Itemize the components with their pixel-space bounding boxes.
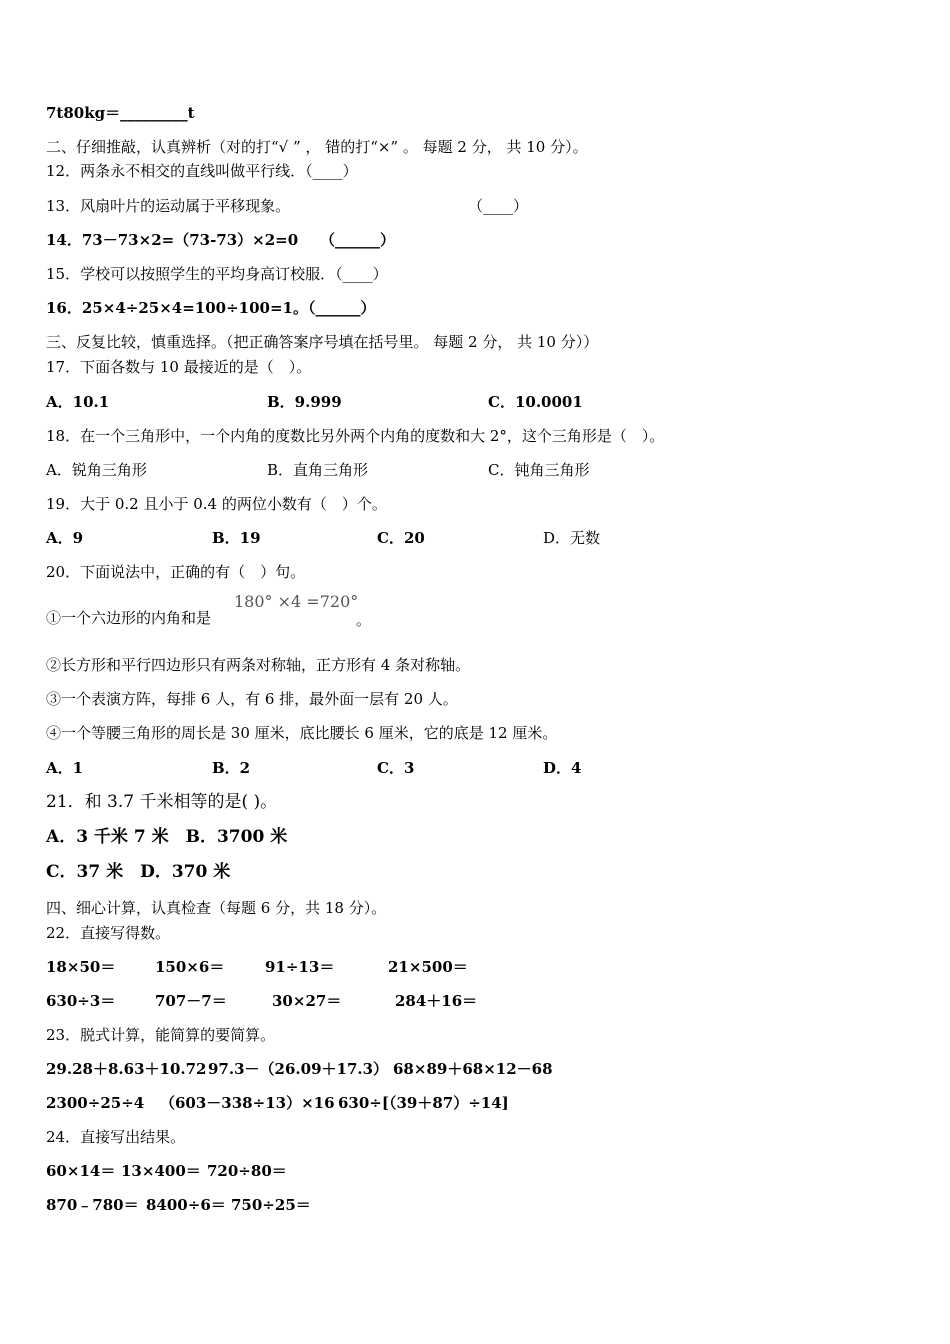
q22-r2-c3: 30×27＝ [272, 992, 342, 1010]
section2-heading: 二、仔细推敲，认真辨析（对的打“√ ” ， 错的打“×” 。 每题 2 分， 共 10 分）。 [46, 138, 588, 156]
q24-title: 24．直接写出结果。 [46, 1128, 186, 1146]
q12: 12．两条永不相交的直线叫做平行线．（____） [46, 162, 358, 180]
q23-title: 23．脱式计算，能简算的要简算。 [46, 1026, 276, 1044]
q20-option-d: D．4 [543, 759, 582, 777]
q20-option-b: B．2 [212, 759, 251, 777]
q23-r1-c1: 29.28＋8.63＋10.72 [46, 1060, 207, 1078]
q23-r2-c1: 2300÷25÷4 [46, 1094, 145, 1112]
q14-blank: （______） [320, 231, 396, 249]
q19-option-a: A．9 [46, 529, 84, 547]
q14: 14．73－73×2=（73-73）×2=0 [46, 231, 299, 249]
q21-options-cd: C．37 米 D．370 米 [46, 862, 231, 882]
q11-text: 7t80kg＝_________t [46, 104, 195, 122]
q20-statement-3: ③一个表演方阵，每排 6 人，有 6 排，最外面一层有 20 人。 [46, 690, 458, 708]
q23-r2-c3: 630÷[（39＋87）÷14] [338, 1094, 509, 1112]
q22-r1-c2: 150×6＝ [155, 958, 225, 976]
q20-stem: 20．下面说法中，正确的有（ ）句。 [46, 563, 306, 581]
q17-stem: 17．下面各数与 10 最接近的是（ ）。 [46, 358, 312, 376]
q13-blank: （____） [468, 197, 529, 215]
q22-r1-c4: 21×500＝ [388, 958, 468, 976]
q22-r1-c1: 18×50＝ [46, 958, 116, 976]
q20-statement-4: ④一个等腰三角形的周长是 30 厘米，底比腰长 6 厘米，它的底是 12 厘米。 [46, 724, 558, 742]
q17-option-a: A．10.1 [46, 393, 110, 411]
q19-option-d: D．无数 [543, 529, 601, 547]
q22-r2-c2: 707－7＝ [155, 992, 227, 1010]
q22-r1-c3: 91÷13＝ [265, 958, 335, 976]
q20-option-c: C．3 [377, 759, 415, 777]
q22-title: 22．直接写得数。 [46, 924, 171, 942]
q16: 16．25×4÷25×4=100÷100=1。（______） [46, 299, 376, 317]
section4-heading: 四、细心计算，认真检查（每题 6 分，共 18 分）。 [46, 899, 387, 917]
q23-r2-c2: （603－338÷13）×16 [160, 1094, 335, 1112]
section3-heading: 三、反复比较，慎重选择。（把正确答案序号填在括号里。 每题 2 分， 共 10 分）） [46, 333, 599, 351]
q19-option-c: C．20 [377, 529, 425, 547]
q18-stem: 18．在一个三角形中，一个内角的度数比另外两个内角的度数和大 2°，这个三角形是（ ）。 [46, 427, 665, 445]
q18-option-a: A．锐角三角形 [46, 461, 147, 479]
q19-stem: 19．大于 0.2 且小于 0.4 的两位小数有（ ）个。 [46, 495, 387, 513]
q24-r1-c2: 13×400＝ [121, 1162, 201, 1180]
q18-option-c: C．钝角三角形 [488, 461, 590, 479]
q24-r2-c1: 870﹣780＝ [46, 1196, 139, 1214]
q20-option-a: A．1 [46, 759, 84, 777]
q15: 15．学校可以按照学生的平均身高订校服．（____） [46, 265, 388, 283]
q24-r1-c1: 60×14＝ [46, 1162, 116, 1180]
q20-statement-2: ②长方形和平行四边形只有两条对称轴，正方形有 4 条对称轴。 [46, 656, 471, 674]
q21-options-ab: A．3 千米 7 米 B．3700 米 [46, 827, 288, 847]
q20-statement-1-end: 。 [356, 611, 372, 629]
q20-formula: 180° ×4 =720° [234, 592, 359, 611]
q18-option-b: B．直角三角形 [267, 461, 369, 479]
q22-r2-c4: 284＋16＝ [395, 992, 478, 1010]
q19-option-b: B．19 [212, 529, 261, 547]
q17-option-c: C．10.0001 [488, 393, 583, 411]
q13: 13．风扇叶片的运动属于平移现象。 [46, 197, 291, 215]
q24-r1-c3: 720÷80＝ [207, 1162, 287, 1180]
q24-r2-c3: 750÷25＝ [231, 1196, 311, 1214]
q23-r1-c2: 97.3－（26.09＋17.3） [208, 1060, 389, 1078]
q21-stem: 21．和 3.7 千米相等的是( )。 [46, 792, 278, 812]
q24-r2-c2: 8400÷6＝ [146, 1196, 226, 1214]
q22-r2-c1: 630÷3＝ [46, 992, 116, 1010]
q20-statement-1: ①一个六边形的内角和是 [46, 609, 212, 627]
q23-r1-c3: 68×89＋68×12－68 [393, 1060, 553, 1078]
q17-option-b: B．9.999 [267, 393, 342, 411]
